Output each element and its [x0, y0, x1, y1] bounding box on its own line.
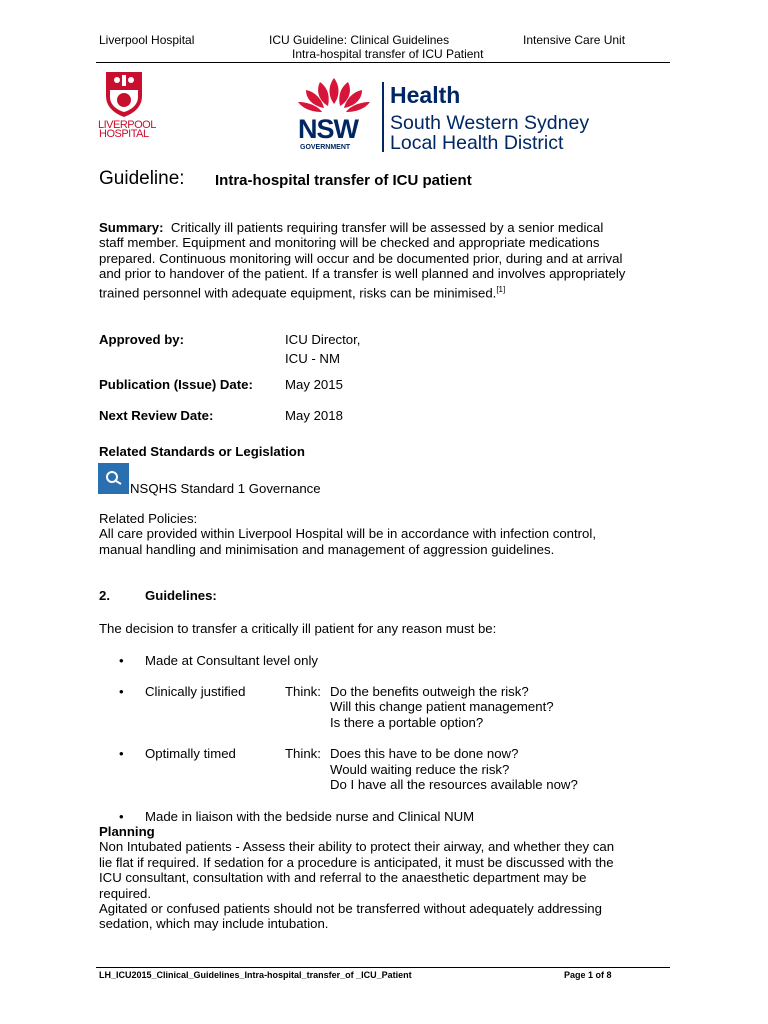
summary-line5: trained personnel with adequate equipment, risks can be minimised. [99, 285, 497, 301]
guideline-title: Intra-hospital transfer of ICU patient [215, 172, 472, 189]
header-right: Intensive Care Unit [523, 33, 626, 47]
related-policies-label: Related Policies: [99, 511, 198, 526]
bullet-marker: • [119, 653, 124, 668]
liverpool-hospital-logo [96, 70, 160, 142]
guideline-label: Guideline: [99, 168, 185, 189]
header-rule [96, 62, 670, 63]
related-policies-line2: manual handling and minimisation and management of aggression guidelines. [99, 541, 555, 557]
summary-line3: prepared. Continuous monitoring will occur and be documented prior, during and at arrival [99, 250, 623, 266]
standard-link-icon[interactable] [98, 463, 129, 494]
summary-line2: staff member. Equipment and monitoring will be checked and appropriate medications [99, 235, 600, 251]
review-date-value: May 2018 [285, 408, 343, 423]
approved-by-label: Approved by: [99, 332, 184, 347]
liverpool-shield-icon [104, 70, 144, 118]
publication-date-label: Publication (Issue) Date: [99, 377, 253, 392]
think-question: Will this change patient management? [330, 699, 554, 714]
summary-reference: [1] [496, 284, 506, 294]
planning-line4: required. [99, 885, 152, 901]
bullet-optimally-timed: Optimally timed [145, 746, 236, 761]
related-policies-block [99, 511, 679, 557]
publication-date-value: May 2015 [285, 377, 343, 392]
waratah-icon [296, 74, 372, 118]
think-question: Do I have all the resources available now? [330, 777, 578, 792]
header-center: ICU Guideline: Clinical Guidelines [269, 33, 450, 47]
health-title: Health [390, 82, 461, 108]
liverpool-logo-line1: LIVERPOOL [98, 119, 156, 131]
summary-line1: Critically ill patients requiring transfer will be assessed by a senior medical [170, 220, 604, 235]
summary-block [99, 220, 679, 300]
bullet-consultant: Made at Consultant level only [145, 653, 319, 668]
summary-line4: and prior to handover of the patient. If a transfer is well planned and involves appropriately [99, 266, 626, 282]
health-line2: South Western Sydney [390, 112, 590, 134]
logo-divider [382, 82, 384, 152]
standard-item: NSQHS Standard 1 Governance [130, 481, 321, 496]
section-intro: The decision to transfer a critically ill patient for any reason must be: [99, 621, 497, 636]
review-date-label: Next Review Date: [99, 408, 214, 423]
summary-label: Summary: [99, 220, 164, 235]
nsw-health-logo [296, 74, 616, 154]
footer-page-number: Page 1 of 8 [564, 970, 612, 980]
footer-filename: LH_ICU2015_Clinical_Guidelines_Intra-hospital_transfer_of _ICU_Patient [99, 970, 412, 980]
bullet-marker: • [119, 746, 124, 761]
think-label: Think: [285, 684, 321, 699]
think-question: Would waiting reduce the risk? [330, 762, 510, 777]
health-line3: Local Health District [390, 132, 564, 154]
nsw-government-text: GOVERNMENT [300, 144, 351, 151]
section-number: 2. [99, 588, 110, 603]
header-left: Liverpool Hospital [99, 33, 195, 47]
footer-rule [96, 967, 670, 968]
nsw-wordmark: NSW [298, 114, 358, 144]
planning-line6: sedation, which may include intubation. [99, 916, 329, 932]
section-title: Guidelines: [145, 588, 217, 603]
planning-line2: lie flat if required. If sedation for a procedure is anticipated, it must be discussed with the [99, 854, 614, 870]
approved-by-value1: ICU Director, [285, 332, 361, 347]
planning-block [99, 824, 679, 932]
planning-heading: Planning [99, 824, 155, 839]
think-question: Do the benefits outweigh the risk? [330, 684, 529, 699]
header-subtitle: Intra-hospital transfer of ICU Patient [292, 47, 484, 61]
magnifier-icon [98, 463, 129, 494]
bullet-liaison: Made in liaison with the bedside nurse and Clinical NUM [145, 809, 475, 824]
planning-line5: Agitated or confused patients should not be transferred without adequately addressing [99, 901, 602, 917]
liverpool-logo-line2: HOSPITAL [99, 128, 149, 140]
related-standards-heading: Related Standards or Legislation [99, 444, 305, 459]
planning-line1: Non Intubated patients - Assess their ability to protect their airway, and whether they can [99, 839, 615, 855]
think-question: Does this have to be done now? [330, 746, 519, 761]
related-policies-line1: All care provided within Liverpool Hospital will be in accordance with infection control, [99, 526, 596, 542]
planning-line3: ICU consultant, consultation with and referral to the anaesthetic department may be [99, 870, 587, 886]
approved-by-value2: ICU - NM [285, 351, 340, 366]
think-question: Is there a portable option? [330, 715, 484, 730]
bullet-clinically-justified: Clinically justified [145, 684, 246, 699]
bullet-marker: • [119, 684, 124, 699]
think-label: Think: [285, 746, 321, 761]
bullet-marker: • [119, 809, 124, 824]
